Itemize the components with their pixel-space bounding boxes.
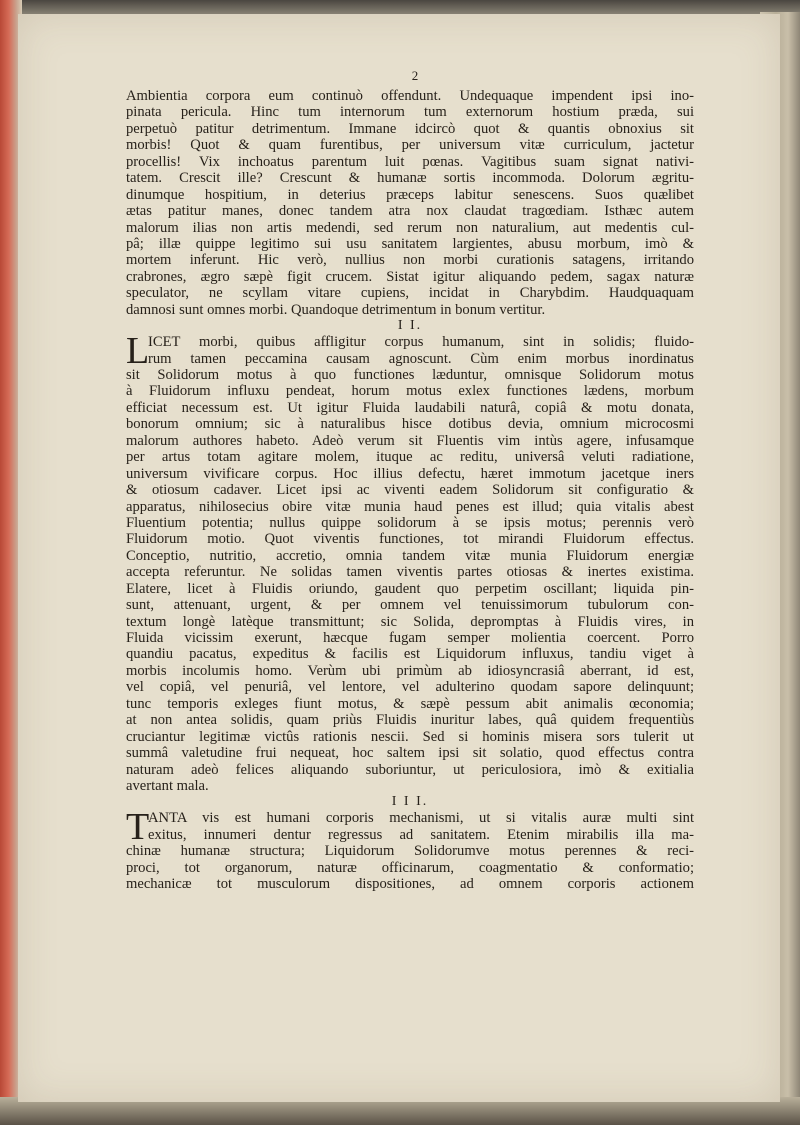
text-line: apparatus, nihilosecius obire vitæ munia haud penes est illud; quia vitalis abest xyxy=(126,498,694,515)
text-line: Ambientia corpora eum continuò offendunt. Undequaque impendent ipsi ino- xyxy=(126,88,694,104)
text-line: Fluidorum motio. Quot viventis functiones, tot mirandi Fluidorum effectus. xyxy=(126,531,694,548)
text-line: chinæ humanæ structura; Liquidorum Solidorumve motus perennes & reci- xyxy=(126,843,694,860)
text-line: damnosi sunt omnes morbi. Quandoque detrimentum in bonum vertitur. xyxy=(126,301,546,318)
text-line: dinumque hospitium, in deterius præceps labitur senescens. Suos quælibet xyxy=(126,186,694,203)
text-line: per artus totam agitare molem, ituque ac reditu, universâ veluti radiatione, xyxy=(126,449,694,466)
text-line: exitus, innumeri dentur regressus ad sanitatem. Etenim mirabilis illa ma- xyxy=(148,826,694,843)
text-line: procellis! Vix inchoatus parentum luit pœnas. Vagitibus suam signat nativi- xyxy=(126,153,694,170)
text-line: universum vivificare corpus. Hoc illius defectu, hæret immotum jacetque iners xyxy=(126,465,694,482)
page-number: 2 xyxy=(411,68,419,83)
section-heading: I I I. xyxy=(391,794,429,810)
text-line: malorum authores habeto. Adeò verum sit Fluentis vim intùs agere, infusamque xyxy=(126,432,694,449)
text-line: crabrones, ægro sæpè figit crucem. Sistat igitur aliquando pedem, sagax naturæ xyxy=(126,268,694,285)
text-line: ANTA vis est humani corporis mechanismi, ut si vitalis auræ multi sint xyxy=(148,810,694,827)
section-3-paragraph xyxy=(126,806,694,893)
text-line: mechanicæ tot musculorum dispositiones, ad omnem corporis actionem xyxy=(126,876,694,893)
text-line: Conceptio, nutritio, accretio, omnia tandem vitæ munia Fluidorum energiæ xyxy=(126,547,694,564)
text-line: morbis incolumis homo. Verùm ubi primùm ab idiosyncrasiâ aberrant, id est, xyxy=(126,662,694,679)
intro-paragraph xyxy=(126,88,694,318)
text-line: speculator, ne scyllam vitare cupiens, incidat in Charybdim. Haudquaquam xyxy=(126,285,694,302)
text-line: accepta referuntur. Ne solidas tamen viventis partes otiosas & inertes existima. xyxy=(126,564,694,581)
text-line: textum longè latèque transmittunt; sic Solida, depromptas à Fluidis vires, in xyxy=(126,613,694,630)
text-line: Fluentium potentia; nullus quippe solidorum à se ipsis motus; perennis verò xyxy=(126,514,694,531)
text-line: pâ; illæ quippe legitimo sui usu sanitatem largientes, abusu morbum, imò & xyxy=(126,235,694,252)
page-text-block xyxy=(126,68,694,893)
text-line: malorum ilias non artis medendi, sed rerum non naturalium, aut medentis cul- xyxy=(126,219,694,236)
section-heading: I I. xyxy=(397,318,423,334)
text-line: cruciantur legitimæ victûs rationis nescii. Sed si hominis misera sors tulerit ut xyxy=(126,728,694,745)
text-line: ætas patitur manes, donec tandem atra nox claudat tragœdiam. Isthæc autem xyxy=(126,203,694,220)
text-line: proci, tot organorum, naturæ officinarum, coagmentatio & conformatio; xyxy=(126,859,694,876)
text-line: quandiu pacatus, expeditus & facilis est Liquidorum influxus, tandiu viget à xyxy=(126,646,694,663)
text-line: rum tamen peccamina causam agnoscunt. Cùm enim morbus inordinatus xyxy=(148,350,694,367)
text-line: à Fluidorum influxu pendeat, horum motus exlex functiones lædens, morbum xyxy=(126,383,694,400)
text-line: vel copiâ, vel penuriâ, vel lentore, vel adulterino quodam sapore delinquunt; xyxy=(126,679,694,696)
text-line: tunc temporis exleges fiunt motus, & sæpè pessum abit animalis œconomia; xyxy=(126,695,694,712)
text-line: avertant mala. xyxy=(126,777,209,794)
text-line: Fluida vicissim exerunt, hæcque fugam semper molientia coercent. Porro xyxy=(126,630,694,646)
drop-capital: L xyxy=(126,330,150,373)
text-line: naturam adeò felices aliquando suboriuntur, ut periculosiora, imò & exitialia xyxy=(126,761,694,778)
text-line: sunt, attenuant, urgent, & per omnem vel tenuissimorum tubulorum con- xyxy=(126,597,694,614)
text-line: morbis! Quot & quam furentibus, per universum vitæ curriculum, jactetur xyxy=(126,137,694,154)
section-2-paragraph xyxy=(126,330,694,794)
text-line: pinata pericula. Hinc tum internorum tum externorum hostium præda, sui xyxy=(126,104,694,121)
text-line: tatem. Crescit ille? Crescunt & humanæ sortis incommoda. Dolorum ægritu- xyxy=(126,170,694,187)
text-line: & otiosum cadaver. Licet ipsi ac viventi eadem Solidorum sit configuratio & xyxy=(126,482,694,499)
text-line: perpetuò patitur detrimentum. Immane idcircò quot & quantis obnoxius sit xyxy=(126,120,694,137)
text-line: efficiat necessum est. Ut igitur Fluida laudabili naturâ, copiâ & motu donata, xyxy=(126,399,694,416)
text-line: Elatere, licet à Fluidis oriundo, gaudent quo perpetim oscillant; liquida pin- xyxy=(126,580,694,597)
text-line: summâ valetudine frui nequeat, hoc saltem ipsi sit solatio, quod effectus contra xyxy=(126,745,694,762)
text-line: ICET morbi, quibus affligitur corpus humanum, sint in solidis; fluido- xyxy=(148,334,694,351)
text-line: at non antea solidis, quam priùs Fluidis inuritur labes, quâ quidem frequentiùs xyxy=(126,712,694,729)
text-line: bonorum omnium; sic à naturalibus hisce dotibus devia, omnium microcosmi xyxy=(126,416,694,433)
text-line: sit Solidorum motus à quo functiones læduntur, omnisque Solidorum motus xyxy=(126,367,694,383)
drop-capital: T xyxy=(126,806,150,849)
text-line: mortem inferunt. Hic verò, nullius non morbi curationis satagens, irritando xyxy=(126,252,694,269)
